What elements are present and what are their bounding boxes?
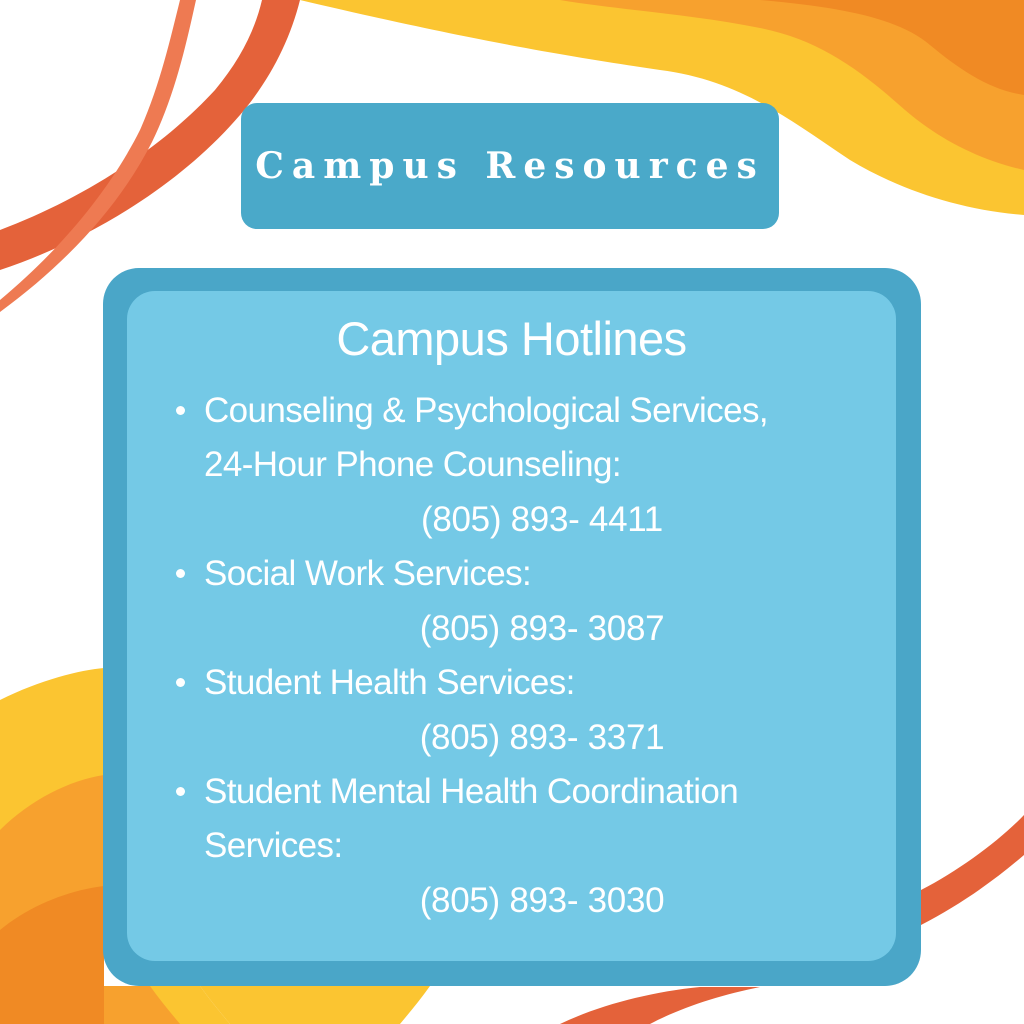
hotline-item-social-work [168,547,880,656]
phone-number[interactable]: (805) 893- 3371 [419,718,665,757]
phone-number[interactable]: (805) 893- 3087 [419,609,665,648]
service-name-line: Counseling & Psychological Services, [204,391,768,430]
page-title: Campus Resources [255,145,765,187]
hotline-item-mental-health-coordination [168,765,880,928]
service-name-line: Services: [204,826,343,865]
service-name-line: 24-Hour Phone Counseling: [204,445,621,484]
hotline-list [168,384,880,928]
title-banner [241,103,779,229]
bullet-icon [176,406,185,415]
bullet-icon [176,678,185,687]
service-name-line: Student Mental Health Coordination [204,772,739,811]
bottom-center-yellow-blob [200,986,430,1024]
hotlines-heading: Campus Hotlines [336,312,687,365]
phone-number[interactable]: (805) 893- 3030 [419,881,665,920]
service-name-line: Student Health Services: [204,663,575,702]
service-name-line: Social Work Services: [204,554,532,593]
bullet-icon [176,569,185,578]
bottom-right-red-ribbon [921,815,1024,925]
bottom-center-red-ribbon [560,987,760,1024]
phone-number[interactable]: (805) 893- 4411 [421,500,663,539]
hotline-item-counseling [168,384,880,547]
hotline-item-student-health [168,656,880,765]
bullet-icon [176,787,185,796]
